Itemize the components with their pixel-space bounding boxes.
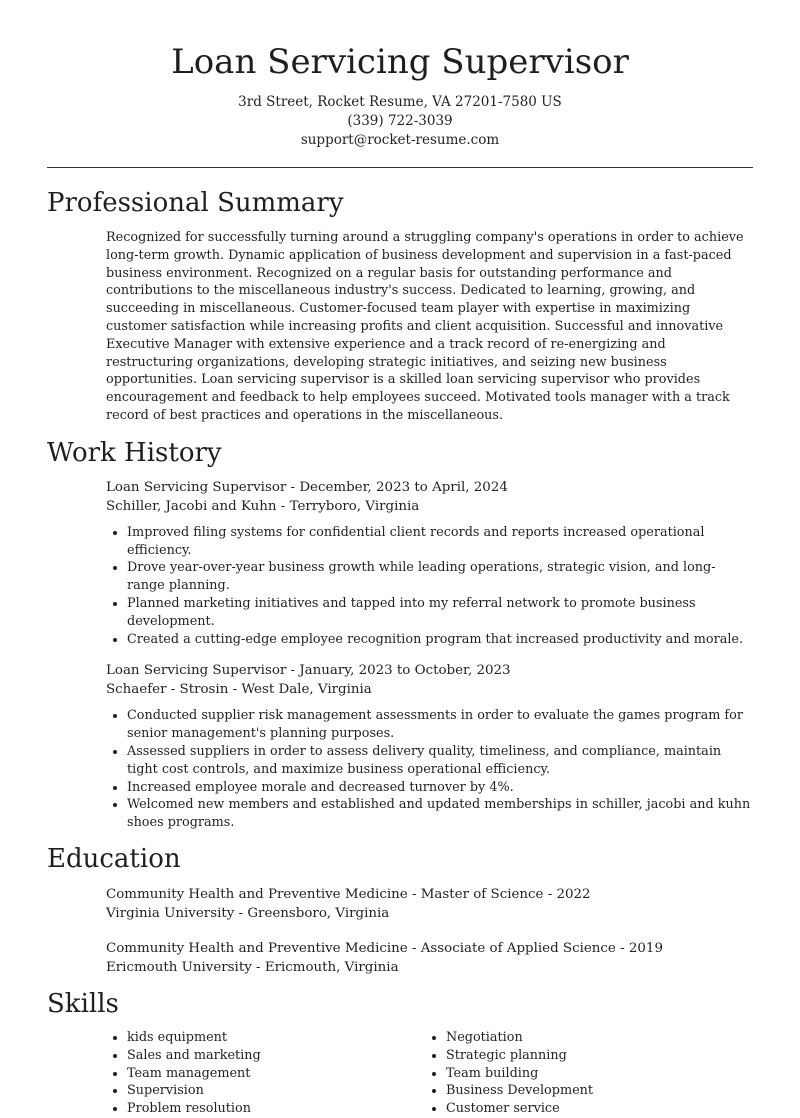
job-bullet: • Planned marketing initiatives and tapped into my referral network to promote business development. [127,595,753,631]
skills-section [47,987,753,1118]
job-bullets [106,524,753,649]
degree-line: Community Health and Preventive Medicine - Associate of Applied Science - 2019 [106,940,663,956]
job-bullet: • Welcomed new members and established and updated memberships in schiller, jacobi and kuhn shoes programs. [127,796,753,832]
school-line: Virginia University - Greensboro, Virginia [106,905,390,921]
skills-right-column [425,1029,744,1118]
address: 3rd Street, Rocket Resume, VA 27201-7580 US [238,94,562,110]
skills-left-column [106,1029,425,1118]
skill-item: • Business Development [446,1082,744,1100]
summary-heading: Professional Summary [47,188,344,218]
skill-item: • Customer service [446,1100,744,1118]
job-company-line: Schaefer - Strosin - West Dale, Virginia [106,682,372,698]
degree-line: Community Health and Preventive Medicine - Master of Science - 2022 [106,886,591,902]
skill-item: • Team management [127,1065,425,1083]
skill-item: • Supervision [127,1082,425,1100]
skill-item: • Problem resolution [127,1100,425,1118]
education-section [47,842,753,977]
job-entry [106,478,753,649]
resume-header [47,0,753,150]
job-title-line: Loan Servicing Supervisor - December, 2023 to April, 2024 [106,479,508,495]
job-bullet: • Improved filing systems for confidential client records and reports increased operational efficiency. [127,524,753,560]
skill-item: • kids equipment [127,1029,425,1047]
education-heading: Education [47,843,181,874]
education-entry [106,939,753,977]
job-entry [106,661,753,832]
skill-item: • Strategic planning [446,1047,744,1065]
education-entry [106,885,753,923]
skills-columns [106,1029,753,1118]
skills-heading: Skills [47,988,119,1019]
job-bullets [106,707,753,832]
skill-item: • Team building [446,1065,744,1083]
skill-item: • Negotiation [446,1029,744,1047]
job-bullet: • Drove year-over-year business growth while leading operations, strategic vision, and long-range planning. [127,559,753,595]
email: support@rocket-resume.com [300,132,500,148]
job-bullet: • Conducted supplier risk management assessments in order to evaluate the games program for senior management's planning purposes. [127,707,753,743]
skill-item: • Sales and marketing [127,1047,425,1065]
job-title-line: Loan Servicing Supervisor - January, 2023 to October, 2023 [106,663,511,679]
school-line: Ericmouth University - Ericmouth, Virginia [106,959,399,975]
work-history-heading: Work History [47,437,222,468]
work-history-section [47,436,753,832]
candidate-name: Loan Servicing Supervisor [171,42,629,82]
job-bullet: • Assessed suppliers in order to assess delivery quality, timeliness, and compliance, maintain tight cost controls, and maximize business operational efficiency. [127,743,753,779]
phone: (339) 722-3039 [347,113,453,129]
job-company-line: Schiller, Jacobi and Kuhn - Terryboro, Virginia [106,498,420,514]
summary-text: Recognized for successfully turning around a struggling company's operations in order to achieve long-term growth. Dynamic application of business development and supervision in a fast-paced business environment. Recognized on a regular basis for outstanding performance and contributions to the miscellaneous industry's success. Dedicated to learning, growing, and succeeding in miscellaneous. Customer-focused team player with expertise in maximizing customer satisfaction while increasing profits and client acquisition. Successful and innovative Executive Manager with extensive experience and a track record of re-energizing and restructuring organizations, developing strategic initiatives, and seizing new business opportunities. Loan servicing supervisor is a skilled loan servicing supervisor who provides encouragement and feedback to help employees succeed. Motivated tools manager with a track record of best practices and operations in the miscellaneous. [106,230,744,423]
header-divider [47,167,753,168]
job-bullet: • Created a cutting-edge employee recognition program that increased productivity and morale. [127,631,753,649]
summary-section [47,186,753,425]
contact-block [47,93,753,150]
job-bullet: • Increased employee morale and decreased turnover by 4%. [127,779,753,797]
